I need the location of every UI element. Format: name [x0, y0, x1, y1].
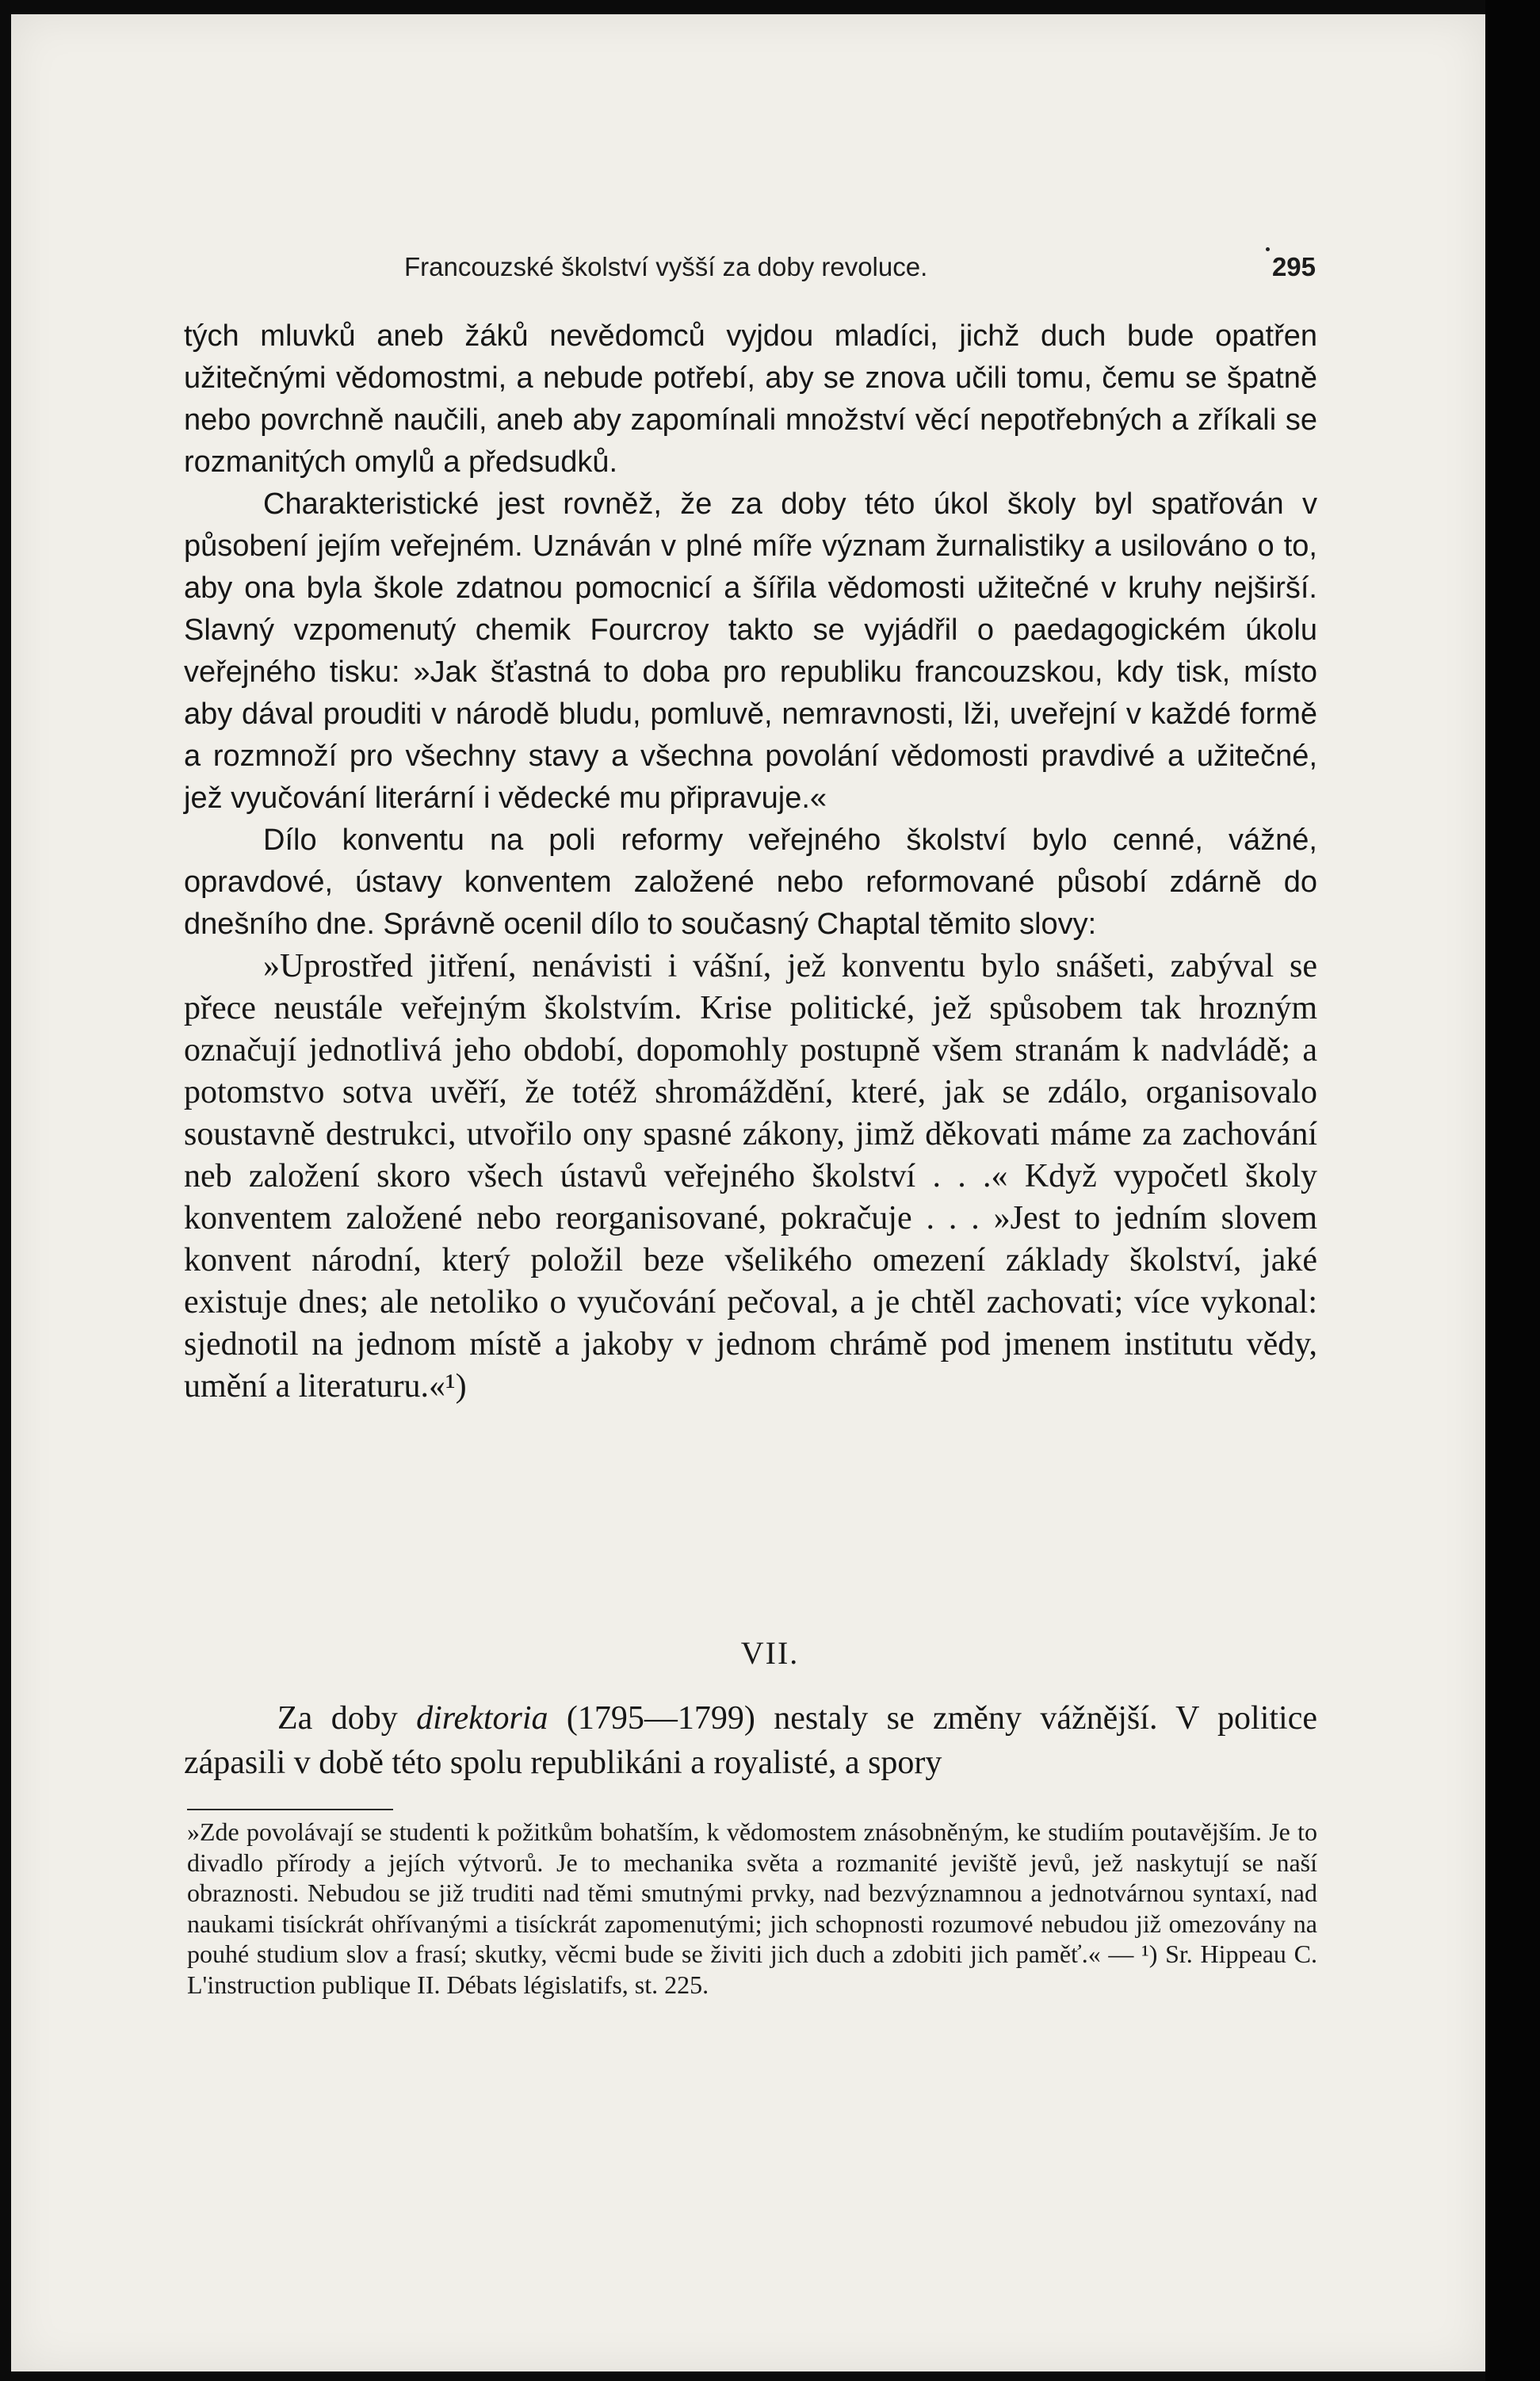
- main-text: [184, 315, 1317, 1408]
- paragraph-2: Charakteristické jest rovněž, že za doby této úkol školy byl spatřován v působení jejím veřejném. Uznáván v plné míře význam žurnalistiky a usilováno o to, aby ona byla škole zdatnou pomocnicí a šířila vědomosti užitečné v kruhy nejširší. Slavný vzpomenutý chemik Fourcroy takto se vyjádřil o paedagogickém úkolu veřejného tisku: »Jak šťastná to doba pro republiku francouzskou, kdy tisk, místo aby dával prouditi v národě bludu, pomluvě, nemravnosti, lži, uveřejní v každé formě a rozmnoží pro všechny stavy a všechna povolání vědomosti pravdivé a užitečné, jež vyučování literární i vědecké mu připravuje.«: [184, 487, 1317, 815]
- section-paragraph: [184, 1696, 1317, 1785]
- footnote-rule: [187, 1809, 393, 1810]
- scan-dark-edge: [1485, 0, 1540, 2381]
- running-header: [404, 252, 1316, 287]
- section-text: [184, 1696, 1317, 1785]
- italic-term: direktoria: [416, 1700, 548, 1737]
- section-text-after: (1795—1799) nestaly se změny vážnější. V politice zápasili v době této spolu republikáni a royalisté, a spory: [184, 1700, 1317, 1781]
- page-number: 295: [1271, 252, 1316, 281]
- footnote-text: »Zde povolávají se studenti k požitkům bohatším, k vědomostem znásobněným, ke studiím poutavějším. Je to divadlo přírody a jejích výtvorů. Je to mechanika světa a rozmanité jeviště jevů, jež naskytují se naší obraznosti. Nebudou se již truditi nad těmi smutnými prvky, nad bezvýznamnou a jednotvárnou syntaxí, nad naukami tisíckrát ohřívanými a tisíckrát zapomenutými; jich schopnosti rozumové nebudou již omezovány na pouhé studium slov a frasí; skutky, věcmi bude se živiti jich duch a zdobiti jich paměť.« — ¹) Sr. Hippeau C. L'instruction publique II. Débats législatifs, st. 225.: [187, 1817, 1317, 1999]
- section-text-before: Za doby: [277, 1700, 417, 1737]
- ink-speck: [1266, 247, 1270, 251]
- paragraph-3: Dílo konventu na poli reformy veřejného školství bylo cenné, vážné, opravdové, ústavy konventem založené nebo reformované působí zdárně do dnešního dne. Správně ocenil dílo to současný Chaptal těmito slovy:: [184, 824, 1317, 941]
- paragraph-4-quote: »Uprostřed jitření, nenávisti i vášní, jež konventu bylo snášeti, zabýval se přece neustále veřejným školstvím. Krise politické, jež spůsobem tak hrozným označují jednotlivá jeho období, dopomohly postupně všem stranám k nadvládě; a potomstvo sotva uvěří, že totéž shromáždění, které, jak se zdálo, organisovalo soustavně destrukci, utvořilo ony spasné zákony, jimž děkovati máme za zachování neb založení skoro všech ústavů veřejného školství . . .« Když vypočetl školy konventem založené nebo reorganisované, pokračuje . . . »Jest to jedním slovem konvent národní, který položil beze všelikého omezení základy školství, jaké existuje dnes; ale netoliko o vyučování pečoval, a je chtěl zachovati; více vykonal: sjednotil na jednom místě a jakoby v jednom chrámě pod jmenem institutu vědy, umění a literaturu.«¹): [184, 948, 1317, 1405]
- footnotes: [187, 1817, 1317, 2000]
- paragraph-1: tých mluvků aneb žáků nevědomců vyjdou mladíci, jichž duch bude opatřen užitečnými vědomostmi, a nebude potřebí, aby se znova učili tomu, čemu se špatně nebo povrchně naučili, aneb aby zapomínali množství věcí nepotřebných a zříkali se rozmanitých omylů a předsudků.: [184, 319, 1317, 479]
- section-heading: VII.: [740, 1635, 800, 1671]
- running-title: Francouzské školství vyšší za doby revoluce.: [404, 252, 928, 281]
